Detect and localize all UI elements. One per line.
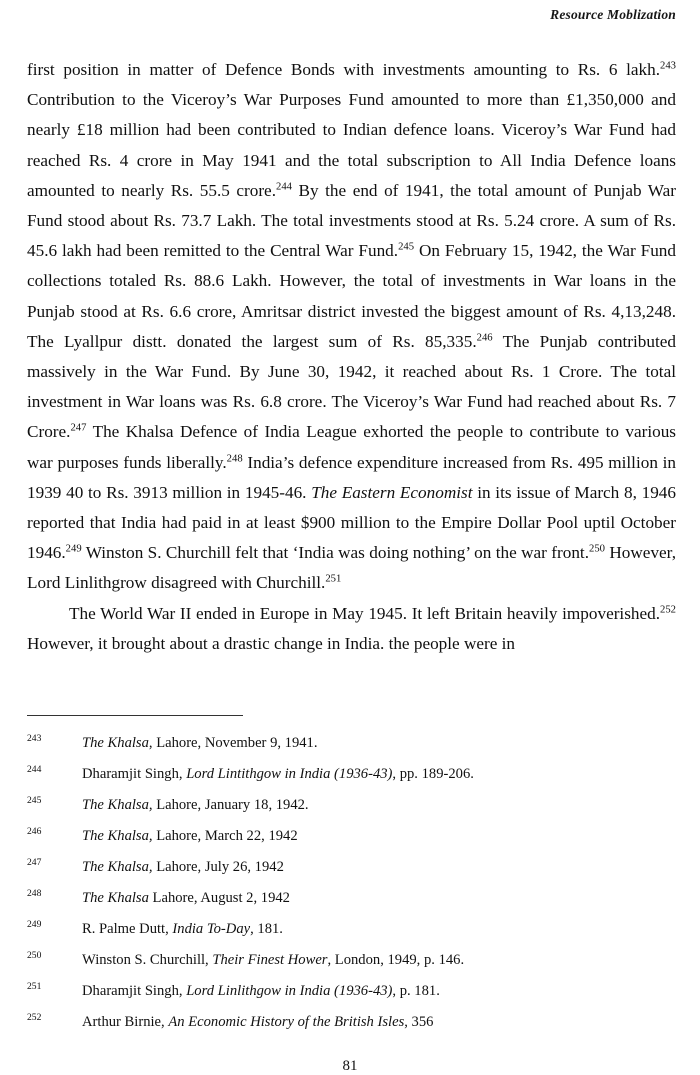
running-head: Resource Moblization xyxy=(550,7,676,22)
footnote-reference-246: 246 xyxy=(476,332,493,344)
footnote-text: The Khalsa, Lahore, January 18, 1942. xyxy=(82,797,309,813)
footnote-item xyxy=(27,852,676,883)
italic-title: The Khalsa, xyxy=(82,859,153,875)
footnote-item xyxy=(27,883,676,914)
italic-title: The Khalsa, xyxy=(82,828,153,844)
italic-title: The Eastern Economist xyxy=(311,482,473,502)
footnote-text: Dharamjit Singh, Lord Linlithgow in India (1936-43), p. 181. xyxy=(82,983,440,999)
italic-title: India To-Day xyxy=(172,921,251,937)
footnote-reference-252: 252 xyxy=(660,603,676,615)
footnote-text: The Khalsa, Lahore, July 26, 1942 xyxy=(82,859,284,875)
footnote-text: The Khalsa Lahore, August 2, 1942 xyxy=(82,890,290,906)
italic-title: Their Finest Hower xyxy=(212,952,328,968)
footnote-number: 249 xyxy=(27,919,42,930)
footnote-reference-247: 247 xyxy=(70,422,87,434)
footnote-text: The Khalsa, Lahore, March 22, 1942 xyxy=(82,828,298,844)
footnote-reference-250: 250 xyxy=(589,543,605,555)
page-number: 81 xyxy=(342,1058,358,1074)
footnote-text: Winston S. Churchill, Their Finest Hower, London, 1949, p. 146. xyxy=(82,952,465,968)
italic-title: The Khalsa xyxy=(82,735,149,751)
footnote-item xyxy=(27,728,676,759)
footnote-text: R. Palme Dutt, India To-Day, 181. xyxy=(82,921,283,937)
footnote-text: Dharamjit Singh, Lord Lintithgow in India (1936-43), pp. 189-206. xyxy=(82,766,474,782)
footnote-number: 251 xyxy=(27,981,42,992)
footnote-number: 245 xyxy=(27,795,42,806)
footnote-reference-249: 249 xyxy=(65,543,82,555)
footnote-reference-248: 248 xyxy=(226,452,243,464)
footnote-reference-243: 243 xyxy=(660,60,676,72)
footnote-list xyxy=(27,728,676,1038)
footnote-item xyxy=(27,945,676,976)
footnote-item xyxy=(27,790,676,821)
footnote-number: 243 xyxy=(27,733,42,744)
footnote-item xyxy=(27,1007,676,1038)
body-paragraph: first position in matter of Defence Bonds with investments amounting to Rs. 6 lakh.$^{243}$ Contribution to the Viceroy’s War Purposes Fund amounted to more than £1,350,000 and nearly £18 million had been contributed to Indian defence loans. Viceroy’s War Fund had reached Rs. 4 crore in May 1941 and the total subscription to All India Defence loans amounted to nearly Rs. 55.5 crore.$^{244}$ By the end of 1941, the total amount of Punjab War Fund stood about Rs. 73.7 Lakh. The total investments stood at Rs. 5.24 crore. A sum of Rs. 45.6 lakh had been remitted to the Central War Fund.$^{245}$ On February 15, 1942, the War Fund collections totaled Rs. 88.6 Lakh. However, the total of investments in War loans in the Punjab stood at Rs. 6.6 crore, Amritsar district invested the biggest amount of Rs. 4,13,248. The Lyallpur distt. donated the largest sum of Rs. 85,335.$^{246}$ The Punjab contributed massively in the War Fund. By June 30, 1942, it reached about Rs. 1 Crore. The total investment in War loans was Rs. 6.8 crore. The Viceroy’s War Fund had reached about Rs. 7 Crore.$^{247}$ The Khalsa Defence of India League exhorted the people to contribute to various war purposes funds liberally.$^{248}$ India’s defence expenditure increased from Rs. 495 million in 1939 40 to Rs. 3913 million in 1945-46. The Eastern Economist in its issue of March 8, 1946 reported that India had paid in at least $900 million to the Empire Dollar Pool uptil October 1946.$^{249}$ Winston S. Churchill felt that ‘India was doing nothing’ on the war front.$^{250}$ However, Lord Linlithgrow disagreed with Churchill.$^{251}$ xyxy=(27,60,677,593)
footnote-number: 244 xyxy=(27,764,42,775)
footnote-reference-245: 245 xyxy=(398,241,415,253)
footnote-number: 248 xyxy=(27,888,42,899)
footnote-number: 252 xyxy=(27,1012,42,1023)
italic-title: Lord Linlithgow in India (1936-43) xyxy=(186,983,393,999)
footnote-text: Arthur Birnie, An Economic History of the British Isles, 356 xyxy=(82,1014,434,1030)
italic-title: The Khalsa, xyxy=(82,797,153,813)
footnote-text: The Khalsa, Lahore, November 9, 1941. xyxy=(82,735,318,751)
footnote-number: 250 xyxy=(27,950,42,961)
italic-title: Lord Lintithgow in India (1936-43) xyxy=(186,766,393,782)
footnote-number: 246 xyxy=(27,826,42,837)
footnote-reference-251: 251 xyxy=(325,573,342,585)
italic-title: An Economic History of the British Isles xyxy=(168,1014,405,1030)
footnote-reference-244: 244 xyxy=(276,181,292,193)
footnote-item xyxy=(27,821,676,852)
footnote-item xyxy=(27,759,676,790)
footnote-number: 247 xyxy=(27,857,42,868)
body-paragraph: The World War II ended in Europe in May 1945. It left Britain heavily impoverished.$^{252}$ However, it brought about a drastic change in India. the people were in xyxy=(27,603,676,653)
body-text-block xyxy=(27,55,676,659)
italic-title: The Khalsa xyxy=(82,890,149,906)
footnote-item xyxy=(27,976,676,1007)
footnote-separator-rule xyxy=(27,715,243,716)
footnote-item xyxy=(27,914,676,945)
